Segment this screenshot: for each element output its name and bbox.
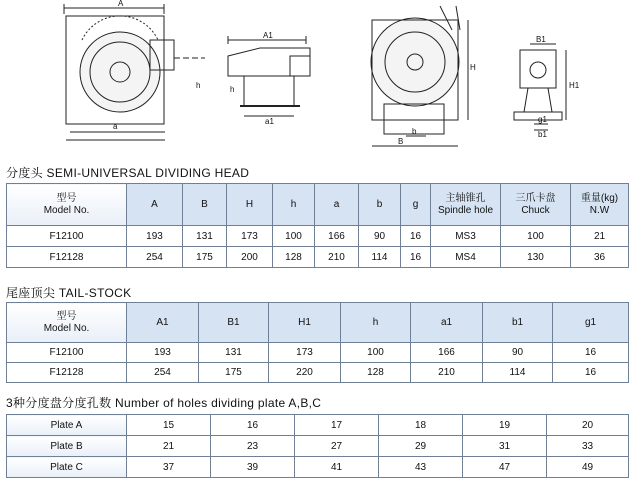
- table-cell: 128: [341, 363, 411, 383]
- table-cell: 16: [401, 226, 431, 247]
- table-cell: 43: [379, 457, 463, 478]
- header-cell: A: [127, 184, 183, 226]
- table-row: [7, 457, 629, 478]
- table-cell: 200: [227, 247, 273, 268]
- table-cell: 21: [127, 436, 211, 457]
- table-cell: 114: [483, 363, 553, 383]
- table-cell: 210: [411, 363, 483, 383]
- table-cell: 166: [411, 343, 483, 363]
- table-cell: 173: [269, 343, 341, 363]
- table-cell: 175: [183, 247, 227, 268]
- table-cell: Plate C: [7, 457, 127, 478]
- section-title-tailstock: 尾座顶尖 TAIL-STOCK: [6, 286, 132, 300]
- label-H: H: [470, 63, 476, 72]
- technical-drawings: [0, 0, 633, 160]
- header-cell: a: [315, 184, 359, 226]
- header-cell: 型号 Model No.: [7, 303, 127, 343]
- label-a1: a1: [265, 117, 274, 126]
- table-cell: 23: [211, 436, 295, 457]
- header-cell: 型号 Model No.: [7, 184, 127, 226]
- table-cell: 18: [379, 415, 463, 436]
- table-cell: 100: [273, 226, 315, 247]
- table-cell: 49: [547, 457, 629, 478]
- table-row: [7, 415, 629, 436]
- header-cell: h: [273, 184, 315, 226]
- tailstock-view: [228, 36, 310, 116]
- table-cell: 47: [463, 457, 547, 478]
- label-g1: g1: [538, 115, 547, 124]
- header-cell: H1: [269, 303, 341, 343]
- table-cell: 15: [127, 415, 211, 436]
- table-cell: F12100: [7, 226, 127, 247]
- label-B1: B1: [536, 35, 546, 44]
- dividing-head-front-view: [371, 6, 468, 146]
- dividing-head-table: [6, 183, 629, 268]
- table-cell: 173: [227, 226, 273, 247]
- table-cell: 131: [199, 343, 269, 363]
- table-cell: 100: [501, 226, 571, 247]
- table-cell: 19: [463, 415, 547, 436]
- header-cell: 三爪卡盘 Chuck: [501, 184, 571, 226]
- table-cell: 16: [553, 343, 629, 363]
- header-cell: a1: [411, 303, 483, 343]
- header-cell: b1: [483, 303, 553, 343]
- table-cell: 90: [483, 343, 553, 363]
- dividing-head-side-view: [64, 4, 205, 140]
- table-cell: 175: [199, 363, 269, 383]
- table-cell: 220: [269, 363, 341, 383]
- label-A: A: [118, 0, 124, 8]
- header-cell: h: [341, 303, 411, 343]
- table-cell: Plate A: [7, 415, 127, 436]
- header-cell: 重量(kg) N.W: [571, 184, 629, 226]
- table-row: [7, 226, 629, 247]
- table-cell: 130: [501, 247, 571, 268]
- table-cell: 254: [127, 247, 183, 268]
- table-cell: MS4: [431, 247, 501, 268]
- table-cell: 16: [401, 247, 431, 268]
- table-cell: 114: [359, 247, 401, 268]
- table-cell: 36: [571, 247, 629, 268]
- table-cell: 128: [273, 247, 315, 268]
- header-cell: B1: [199, 303, 269, 343]
- label-h-tail: h: [230, 85, 235, 94]
- section-title-dividing-head: 分度头 SEMI-UNIVERSAL DIVIDING HEAD: [6, 166, 250, 180]
- table-cell: 90: [359, 226, 401, 247]
- header-cell: H: [227, 184, 273, 226]
- label-h: h: [196, 81, 201, 90]
- table-cell: 131: [183, 226, 227, 247]
- table-cell: 16: [211, 415, 295, 436]
- table-cell: 39: [211, 457, 295, 478]
- table-cell: 27: [295, 436, 379, 457]
- table-cell: 210: [315, 247, 359, 268]
- table-cell: MS3: [431, 226, 501, 247]
- table-cell: F12100: [7, 343, 127, 363]
- header-cell: B: [183, 184, 227, 226]
- table-cell: 29: [379, 436, 463, 457]
- table-cell: 100: [341, 343, 411, 363]
- table-row: [7, 436, 629, 457]
- table-cell: 16: [553, 363, 629, 383]
- table-cell: F12128: [7, 247, 127, 268]
- table-row: [7, 247, 629, 268]
- table-cell: 17: [295, 415, 379, 436]
- table-header-row: [7, 184, 629, 226]
- section-title-holes: 3种分度盘分度孔数 Number of holes dividing plate A,B,C: [6, 396, 322, 410]
- table-cell: Plate B: [7, 436, 127, 457]
- tailstock-table: [6, 302, 629, 383]
- table-cell: 254: [127, 363, 199, 383]
- header-cell: g: [401, 184, 431, 226]
- label-b1: b1: [538, 130, 547, 139]
- table-cell: 20: [547, 415, 629, 436]
- header-cell: b: [359, 184, 401, 226]
- table-cell: 21: [571, 226, 629, 247]
- label-A1: A1: [263, 31, 273, 40]
- label-b: b: [412, 127, 417, 136]
- table-cell: 41: [295, 457, 379, 478]
- header-cell: g1: [553, 303, 629, 343]
- table-cell: 33: [547, 436, 629, 457]
- holes-table: [6, 414, 629, 478]
- table-header-row: [7, 303, 629, 343]
- table-cell: 193: [127, 226, 183, 247]
- table-row: [7, 343, 629, 363]
- table-cell: 31: [463, 436, 547, 457]
- label-H1: H1: [569, 81, 580, 90]
- table-row: [7, 363, 629, 383]
- table-cell: F12128: [7, 363, 127, 383]
- table-cell: 37: [127, 457, 211, 478]
- table-cell: 166: [315, 226, 359, 247]
- header-cell: 主轴锥孔 Spindle hole: [431, 184, 501, 226]
- label-a: a: [113, 122, 118, 131]
- label-B: B: [398, 137, 404, 146]
- header-cell: A1: [127, 303, 199, 343]
- table-cell: 193: [127, 343, 199, 363]
